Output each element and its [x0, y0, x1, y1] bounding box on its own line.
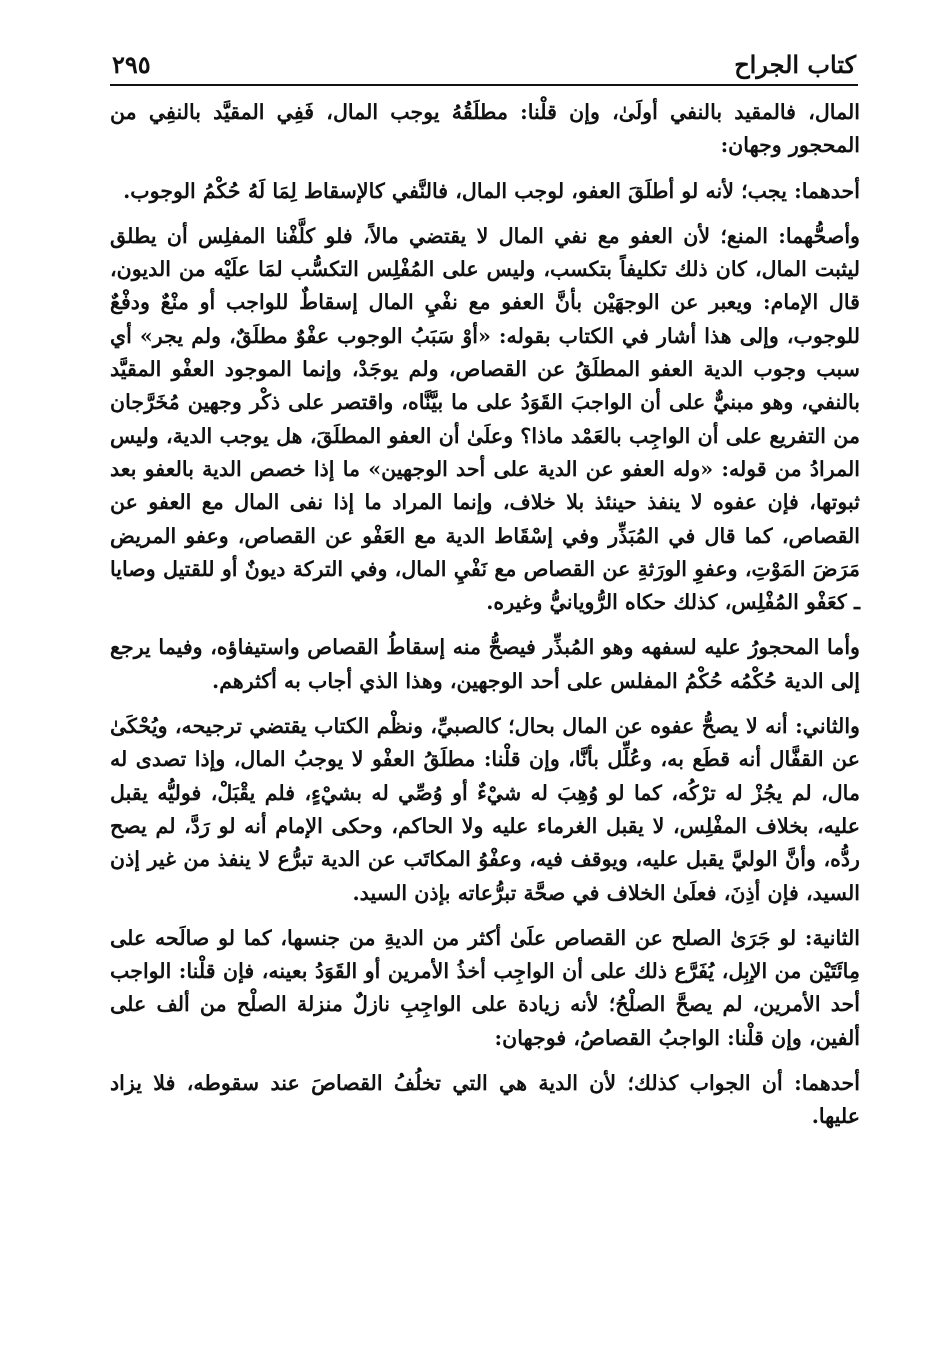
body-text — [110, 96, 860, 1134]
paragraph — [110, 631, 860, 698]
paragraph — [110, 220, 860, 620]
paragraph — [110, 96, 860, 163]
paragraph-text: أنه لا يصحُّ عفوه عن المال بحال؛ كالصبيِّ، ونظْم الكتاب يقتضي ترجيحه، ويُحْكَىٰ عن القفَّال أنه قطَع به، وعُلِّل بأنَّا، وإن قلْنا: مطلَقُ العفْو لا يوجبُ المال، وإذا تصدى له مال، لم يجُزْ له ترْكُه، كما لو وُهِبَ له شيْءٌ أو وُصِّي له بشيْءٍ، فلم يقْبَلْ، فوليُّه يقبل عليه، بخلاف المفْلِس، لا يقبل الغرماء عليه ولا الحاكم، وحكى الإمام أنه لو رَدَّ، لم يصح ردُّه، وأنَّ الوليَّ يقبل عليه، ويوقف فيه، وعفْوُ المكاتَب عن الدية تبرُّع لا ينفذ من غير إذن السيد، فإن أذِنَ، فعلَىٰ الخلاف في صحَّة تبرُّعاته بإذن السيد. — [110, 714, 860, 905]
paragraph-text: لو جَرَىٰ الصلح عن القصاص علَىٰ أكثر من الديةِ من جنسها، كما لو صالَحه على مِائَتَيْن من الإبِل، يُفَرَّع ذلك على أن الواجِب أخذُ الأمرين أو القَوَدُ بعينه، فإن قلْنا: الواجب أحد الأمرين، لم يصحَّ الصلْحُ؛ لأنه زيادة على الواجِبِ نازلٌ منزلة الصلْح من ألف على ألفين، وإن قلْنا: الواجبُ القصاصُ، فوجهان: — [110, 925, 860, 1050]
paragraph-text: المنع؛ لأن العفو مع نفي المال لا يقتضي مالاً، فلو كلَّفْنا المفلِس أن يطلق ليثبت المال، كان ذلك تكليفاً بتكسب، وليس على المُفْلِس التكسُّب لمَا علَيْه من الديون، قال الإمام: ويعبر عن الوجهَيْن بأنَّ العفو مع نفْيِ المال إسقاطٌ للواجب أو منْعٌ ودفْعٌ للوجوب، وإلى هذا أشار في الكتاب بقوله: «أوْ سَبَبُ الوجوب عفْوٌ مطلَقٌ، ولم يجر» أي سبب وجوب الدية العفو المطلَقُ عن القصاص، ولم يوجَدْ، وإنما الموجود العفْو المقيَّد بالنفي، وهو مبنيٌّ على أن الواجبَ القَوَدُ على ما بيَّنَّاه، واقتصر على ذكْر وجهين مُخَرَّجان من التفريع على أن الواجِب بالعَمْد ماذا؟ وعلَىٰ أن العفو المطلَقَ، هل يوجب الدية، وليس المرادُ من قوله: «وله العفو عن الدية على أحد الوجهين» ما إذا خصص الدية بالعفو بعد ثبوتها، فإن عفوه لا ينفذ حينئذ بلا خلاف، وإنما المراد ما إذا نفى المال مع العفو عن القصاص، كما قال في المُبَذِّر وفي إسْقَاط الدية مع العَفْو عن القصاص، وعفو المريض مَرَضَ المَوْتِ، وعفوِ الورَثةِ عن القصاص مع نَفْيِ المال، وفي التركة ديونٌ أو للقتيل وصايا ـ كعَفْو المُفْلِس، كذلك حكاه الرُّويانيُّ وغيره. — [110, 223, 860, 615]
paragraph — [110, 922, 860, 1055]
paragraph-lead: الثانية: — [804, 925, 860, 950]
paragraph — [110, 1067, 860, 1134]
header-rule — [110, 84, 858, 86]
page-number: ٢٩٥ — [112, 50, 151, 79]
paragraph-lead: وأصحُّهما: — [778, 223, 860, 248]
paragraph-text: أن الجواب كذلك؛ لأن الدية هي التي تخلُفُ القصاصَ عند سقوطه، فلا يزاد عليها. — [110, 1071, 860, 1129]
running-title: كتاب الجراح — [734, 50, 856, 79]
paragraph — [110, 175, 860, 208]
paragraph-lead: والثاني: — [795, 714, 860, 739]
paragraph-text: وأما المحجورُ عليه لسفهه وهو المُبذِّر فيصحُّ منه إسقاطُ القصاص واستيفاؤه، وفيما يرجع إلى الدية حُكْمُه حُكْمُ المفلس على أحد الوجهين، وهذا الذي أجاب به أكثرهم. — [110, 635, 860, 693]
paragraph-lead: أحدهما: — [794, 178, 860, 203]
paragraph — [110, 710, 860, 910]
paragraph-text: يجب؛ لأنه لو أطلَقَ العفو، لوجب المال، فالنَّفي كالإسقاط لِمَا لَهُ حُكْمُ الوجوب. — [123, 178, 795, 203]
paragraph-text: المال، فالمقيد بالنفي أولَىٰ، وإن قلْنا: مطلَقُهُ يوجب المال، فَفِي المقيَّد بالنفِي من المحجور وجهان: — [110, 100, 860, 158]
paragraph-lead: أحدهما: — [794, 1071, 860, 1096]
page-header — [112, 42, 856, 80]
